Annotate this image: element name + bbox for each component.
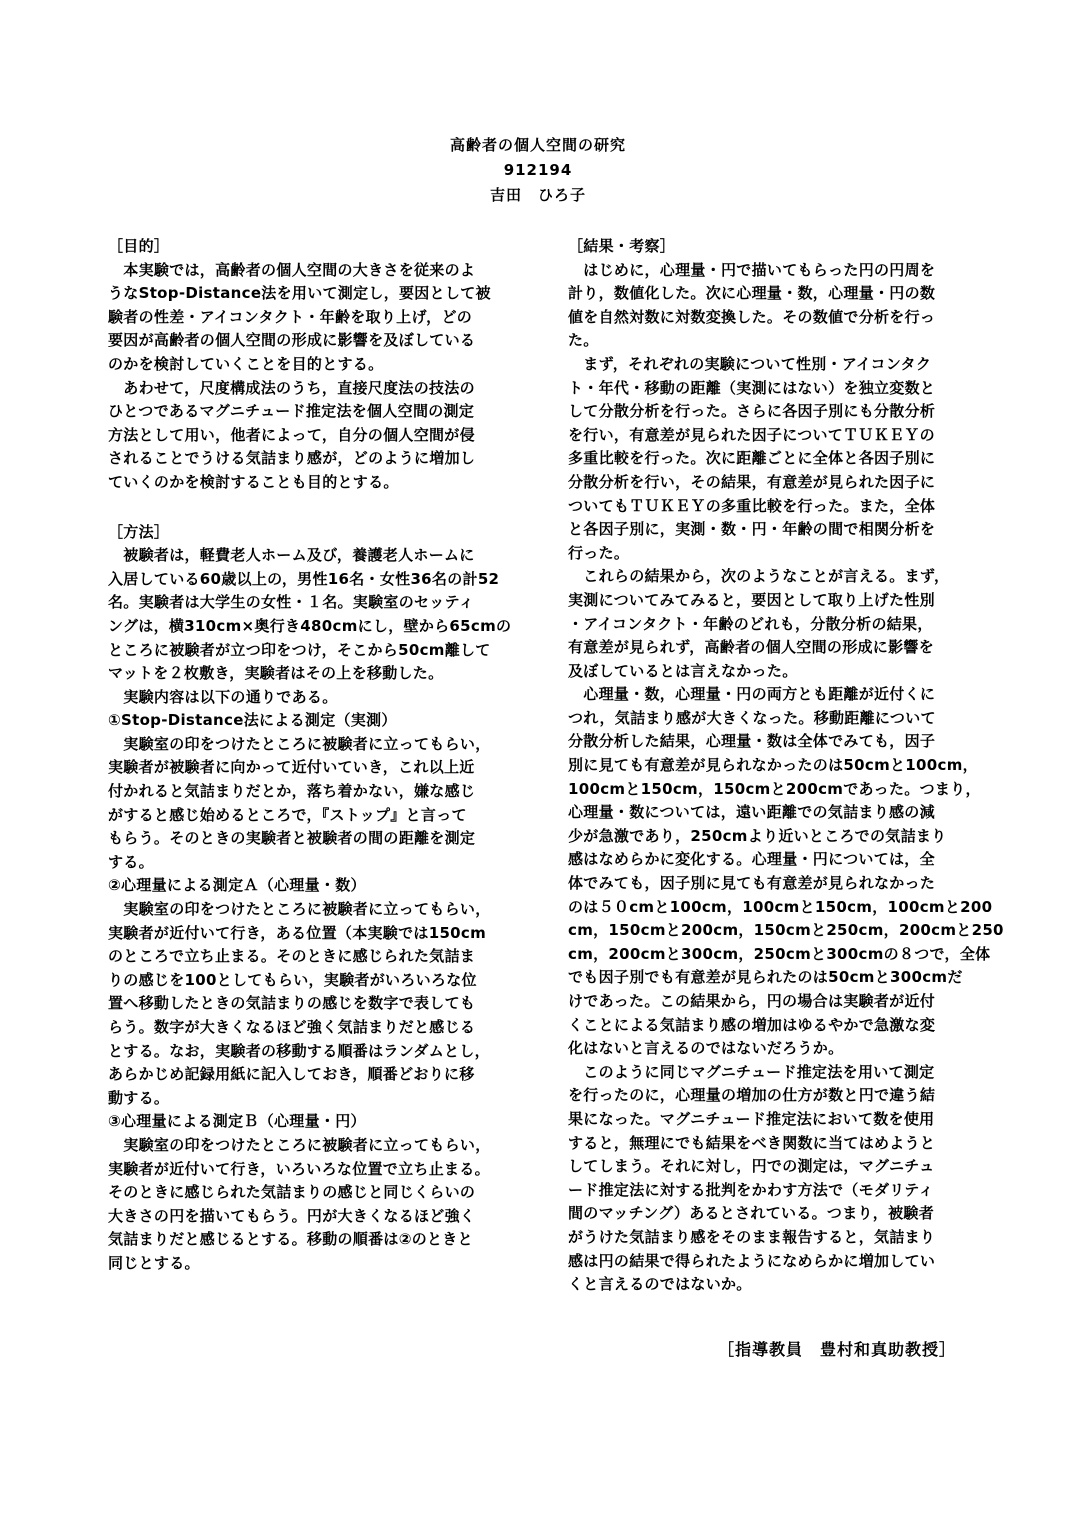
text-line: がうけた気詰まり感をそのまま報告すると，気詰まり — [568, 1227, 936, 1246]
text-line: ひとつであるマグニチュード推定法を個人空間の測定 — [108, 402, 475, 421]
text-line: そのときに感じられた気詰まりの感じと同じくらいの — [108, 1183, 476, 1202]
text-line: を行い，有意差が見られた因子についてＴＵＫＥＹの — [568, 425, 935, 444]
text-line: 方法として用い，他者によって，自分の個人空間が侵 — [108, 425, 475, 444]
text-line: のところで立ち止まる。そのときに感じられた気詰ま — [108, 947, 476, 966]
left-column — [108, 233, 528, 1276]
text-line: 被験者は，軽費老人ホーム及び，養護老人ホームに — [108, 546, 475, 565]
document-header — [0, 133, 1076, 208]
text-line: 感はなめらかに変化する。心理量・円については，全 — [568, 850, 935, 869]
text-line: 要因が高齢者の個人空間の形成に影響を及ぼしている — [108, 331, 476, 350]
text-line: くことによる気詰まり感の増加はゆるやかで急激な変 — [568, 1015, 936, 1034]
text-line: 実験者が被験者に向かって近付いていき，これ以上近 — [108, 758, 475, 777]
text-line: うなStop-Distance法を用いて測定し，要因として被 — [108, 284, 491, 303]
text-line: して分散分析を行った。さらに各因子別にも分散分析 — [568, 402, 936, 421]
text-line: 実測についてみてみると，要因として取り上げた性別 — [568, 590, 935, 609]
text-line: がすると感じ始めるところで，『ストップ』と言って — [108, 805, 467, 824]
text-line: ③心理量による測定Ｂ（心理量・円） — [108, 1112, 366, 1131]
text-line: つれ，気詰まり感が大きくなった。移動距離について — [568, 708, 936, 727]
text-line: する。 — [108, 852, 154, 871]
text-line: すると，無理にでも結果をべき関数に当てはめようと — [568, 1133, 936, 1152]
advisor-signature: ［指導教員 豊村和真助教授］ — [718, 1340, 957, 1359]
author-name: 吉田 ひろ子 — [489, 186, 586, 204]
text-line: マットを２枚敷き，実験者はその上を移動した。 — [108, 664, 444, 683]
text-line: ングは，横310cm×奥行き480cmにし，壁から65cmの — [108, 616, 512, 635]
section-heading: ［方法］ — [108, 522, 170, 541]
text-line: 実験者が近付いて行き，いろいろな位置で立ち止まる。 — [108, 1159, 490, 1178]
text-line: 実験者が近付いて行き，ある位置（本実験では150cm — [108, 923, 487, 942]
text-line: 付かれると気詰まりだとか，落ち着かない，嫌な感じ — [108, 782, 476, 801]
text-line: してしまう。それに対し，円での測定は，マグニチュ — [568, 1157, 935, 1176]
text-line: のは５０cmと100cm，100cmと150cm，100cmと200 — [568, 897, 993, 916]
text-line: けであった。この結果から，円の場合は実験者が近付 — [568, 992, 936, 1010]
text-line: されることでうける気詰まり感が，どのように増加し — [108, 449, 476, 468]
text-line: これらの結果から，次のようなことが言える。まず， — [568, 567, 950, 586]
text-line: 心理量・数，心理量・円の両方とも距離が近付くに — [568, 685, 936, 704]
text-line: 実験室の印をつけたところに被験者に立ってもらい， — [108, 900, 491, 919]
text-line: 間のマッチング）あるとされている。つまり，被験者 — [568, 1204, 935, 1223]
text-line: 実験室の印をつけたところに被験者に立ってもらい， — [108, 1135, 491, 1154]
text-line: 計り，数値化した。次に心理量・数，心理量・円の数 — [568, 284, 936, 303]
section-heading: ［結果・考察］ — [568, 237, 676, 255]
text-line: でも因子別でも有意差が見られたのは50cmと300cmだ — [568, 968, 963, 987]
text-line: 同じとする。 — [108, 1253, 200, 1272]
text-line: あらかじめ記録用紙に記入しておき，順番どおりに移 — [108, 1065, 475, 1084]
text-line: 気詰まりだと感じるとする。移動の順番は②のときと — [108, 1230, 473, 1249]
text-line: 分散分析を行い，その結果，有意差が見られた因子に — [568, 472, 936, 491]
text-line: ①Stop-Distance法による測定（実測） — [108, 711, 397, 730]
text-line: 験者の性差・アイコンタクト・年齢を取り上げ，どの — [108, 307, 473, 326]
text-line: 有意差が見られず，高齢者の個人空間の形成に影響を — [568, 638, 935, 657]
text-line: あわせて，尺度構成法のうち，直接尺度法の技法の — [108, 378, 475, 397]
text-line: らう。数字が大きくなるほど強く気詰まりだと感じる — [108, 1018, 476, 1036]
text-line: りの感じを100としてもらい，実験者がいろいろな位 — [108, 970, 477, 989]
text-line: ②心理量による測定Ａ（心理量・数） — [108, 876, 366, 895]
text-line: と各因子別に，実測・数・円・年齢の間で相関分析を — [568, 520, 936, 539]
text-line: ついてもＴＵＫＥＹの多重比較を行った。また，全体 — [568, 496, 936, 515]
text-line: このように同じマグニチュード推定法を用いて測定 — [568, 1062, 935, 1081]
text-line: 果になった。マグニチュード推定法において数を使用 — [568, 1109, 935, 1128]
text-line: cm，200cmと300cm，250cmと300cmの８つで，全体 — [568, 944, 991, 963]
text-line: 本実験では，高齢者の個人空間の大きさを従来のよ — [108, 260, 476, 279]
text-line: ト・年代・移動の距離（実測にはない）を独立変数と — [568, 378, 936, 397]
text-line: ード推定法に対する批判をかわす方法で（モダリティ — [568, 1180, 934, 1199]
text-line: もらう。そのときの実験者と被験者の間の距離を測定 — [108, 829, 476, 848]
text-line: のかを検討していくことを目的とする。 — [108, 354, 384, 373]
text-line: まず，それぞれの実験について性別・アイコンタク — [568, 354, 932, 373]
text-line: くと言えるのではないか。 — [568, 1275, 752, 1294]
text-line: ていくのかを検討することも目的とする。 — [108, 472, 399, 491]
text-line: た。 — [568, 331, 599, 350]
text-line: はじめに，心理量・円で描いてもらった円の円周を — [568, 260, 936, 279]
text-line: 動する。 — [108, 1088, 170, 1107]
text-line: ・アイコンタクト・年齢のどれも，分散分析の結果， — [568, 614, 933, 633]
text-line: 多重比較を行った。次に距離ごとに全体と各因子別に — [568, 449, 936, 468]
text-line: 名。実験者は大学生の女性・１名。実験室のセッティ — [108, 593, 475, 612]
text-line: 心理量・数については，遠い距離での気詰まり感の減 — [568, 803, 935, 822]
text-line: 値を自然対数に対数変換した。その数値で分析を行っ — [568, 307, 936, 326]
text-line: 少が急激であり，250cmより近いところでの気詰まり — [568, 826, 947, 845]
section-heading: ［目的］ — [108, 237, 170, 255]
text-line: 分散分析した結果，心理量・数は全体でみても，因子 — [568, 732, 936, 751]
right-column — [568, 233, 1004, 1297]
student-id: 912194 — [503, 161, 573, 179]
text-line: 感は円の結果で得られたようになめらかに増加してい — [568, 1251, 936, 1270]
text-line: cm，150cmと200cm，150cmと250cm，200cmと250 — [568, 921, 1004, 940]
text-line: 入居している60歳以上の，男性16名・女性36名の計52 — [108, 569, 500, 588]
text-line: 置へ移動したときの気詰まりの感じを数字で表しても — [108, 994, 476, 1013]
text-line: 及ぼしているとは言えなかった。 — [568, 661, 798, 680]
text-line: を行ったのに，心理量の増加の仕方が数と円で違う結 — [568, 1086, 936, 1105]
paragraph-gap — [108, 495, 528, 519]
paper-title: 高齢者の個人空間の研究 — [449, 136, 626, 154]
text-line: 実験室の印をつけたところに被験者に立ってもらい， — [108, 734, 491, 753]
text-line: 実験内容は以下の通りである。 — [108, 687, 338, 706]
text-line: 大きさの円を描いてもらう。円が大きくなるほど強く — [108, 1206, 476, 1225]
text-line: 別に見ても有意差が見られなかったのは50cmと100cm， — [568, 756, 978, 775]
text-line: 化はないと言えるのではないだろうか。 — [568, 1039, 844, 1058]
text-line: 100cmと150cm，150cmと200cmであった。つまり， — [568, 779, 981, 798]
text-line: ところに被験者が立つ印をつけ，そこから50cm離して — [108, 640, 491, 659]
text-line: とする。なお，実験者の移動する順番はランダムとし， — [108, 1041, 490, 1060]
text-line: 行った。 — [568, 543, 630, 562]
text-line: 体でみても，因子別に見ても有意差が見られなかった — [568, 874, 936, 893]
